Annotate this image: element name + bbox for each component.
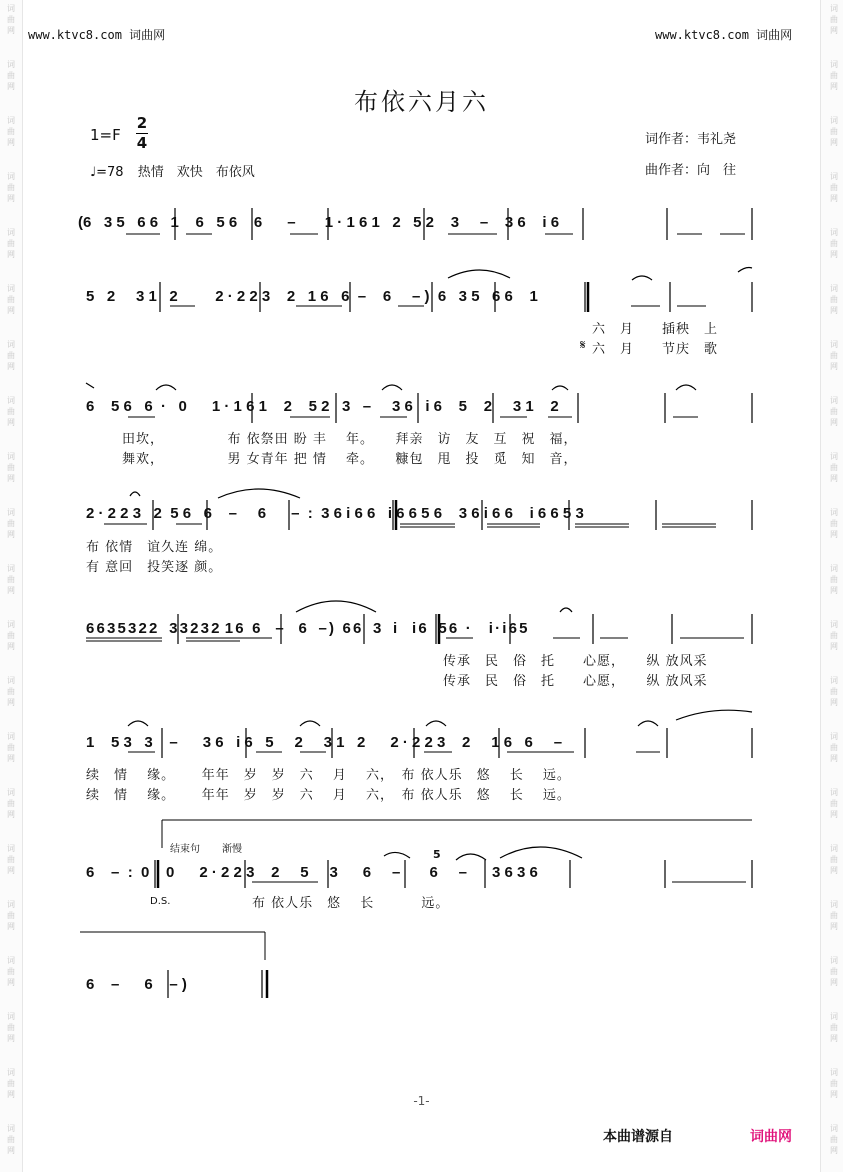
watermark-glyph: 词 [830,732,838,741]
watermark-glyph: 曲 [830,631,838,640]
watermark-glyph: 曲 [7,967,15,976]
lyrics-row2-verse1: 六 月 插秧 上 [592,322,719,337]
watermark-glyph: 曲 [7,743,15,752]
page-number: -1- [413,1094,430,1108]
watermark-glyph: 词 [7,844,15,853]
watermark-glyph: 词 [7,620,15,629]
watermark-glyph: 网 [830,194,838,203]
watermark-glyph: 曲 [7,71,15,80]
watermark-glyph: 网 [7,138,15,147]
watermark-glyph: 网 [830,418,838,427]
header-url-left[interactable]: www.ktvc8.com [28,28,122,42]
watermark-glyph: 词 [7,676,15,685]
score-row-4: 2 · 2 2 3 2 5 6 6 – 6 – : 3 6 i 6 6 i 6 6 5 6 3 6 i 6 6 i 6 6 5 3 [86,505,584,522]
watermark-glyph: 曲 [7,15,15,24]
watermark-glyph: 词 [830,620,838,629]
watermark-glyph: 词 [830,1124,838,1133]
watermark-glyph: 词 [830,396,838,405]
watermark-glyph: 网 [830,1034,838,1043]
watermark-glyph: 网 [7,586,15,595]
watermark-glyph: 网 [830,698,838,707]
grace-note: 5 [433,848,441,861]
watermark-glyph: 网 [7,474,15,483]
score-row-5: 6 6 3 5 3 2 2 3 3 2 3 2 1 6 6 – 6 – ) 6 6 3 i i 6 5 6 · i · i 6 5 [86,620,527,637]
watermark-glyph: 网 [7,306,15,315]
watermark-glyph: 曲 [7,799,15,808]
watermark-glyph: 曲 [830,71,838,80]
lyricist: 词作者：韦礼尧 [645,132,737,147]
watermark-glyph: 词 [7,508,15,517]
lyrics-row5-verse1: 传承 民 俗 托 心愿， 纵 放风采 [443,654,708,669]
watermark-glyph: 曲 [7,295,15,304]
watermark-glyph: 词 [7,340,15,349]
watermark-glyph: 曲 [830,575,838,584]
watermark-glyph: 网 [7,754,15,763]
watermark-glyph: 词 [830,564,838,573]
watermark-glyph: 词 [7,452,15,461]
watermark-glyph: 网 [7,26,15,35]
watermark-glyph: 曲 [7,407,15,416]
watermark-glyph: 词 [7,60,15,69]
watermark-glyph: 词 [830,900,838,909]
watermark-glyph: 曲 [830,687,838,696]
watermark-glyph: 网 [830,922,838,931]
watermark-glyph: 词 [830,508,838,517]
watermark-glyph: 词 [7,1012,15,1021]
watermark-glyph: 曲 [830,519,838,528]
watermark-glyph: 网 [7,978,15,987]
watermark-glyph: 曲 [7,631,15,640]
watermark-glyph: 词 [7,788,15,797]
watermark-glyph: 曲 [830,1135,838,1144]
watermark-glyph: 网 [7,194,15,203]
watermark-glyph: 网 [830,26,838,35]
watermark-glyph: 词 [830,788,838,797]
watermark-glyph: 曲 [830,1079,838,1088]
watermark-glyph: 词 [830,4,838,13]
watermark-glyph: 曲 [7,127,15,136]
watermark-glyph: 网 [7,530,15,539]
watermark-glyph: 词 [7,564,15,573]
score-row-7: 6 – : 0 0 2 · 2 2 3 2 5 3 6 – 6 – 3 6 3 6 [86,864,538,881]
header-site-right: 词曲网 [756,28,793,42]
watermark-glyph: 曲 [7,911,15,920]
tempo-marking: 热情 欢快 布依风 [137,165,255,180]
watermark-glyph: 曲 [830,295,838,304]
watermark-glyph: 曲 [830,351,838,360]
watermark-glyph: 网 [7,810,15,819]
watermark-glyph: 网 [7,362,15,371]
watermark-glyph: 词 [830,284,838,293]
watermark-glyph: 曲 [7,463,15,472]
watermark-glyph: 曲 [7,239,15,248]
watermark-glyph: 词 [7,900,15,909]
watermark-glyph: 网 [830,1146,838,1155]
score-row-8: 6 – 6 – ) [86,976,187,993]
watermark-glyph: 网 [830,250,838,259]
watermark-glyph: 词 [7,284,15,293]
score-row-2: 5 2 3 1 2 2 · 2 2 3 2 1 6 6 – 6 – ) 6 3 5 6 6 1 [86,288,538,305]
watermark-glyph: 曲 [830,239,838,248]
watermark-glyph: 词 [7,732,15,741]
watermark-glyph: 词 [830,1012,838,1021]
watermark-glyph: 网 [830,1090,838,1099]
watermark-glyph: 网 [7,82,15,91]
watermark-glyph: 词 [830,340,838,349]
watermark-glyph: 曲 [830,799,838,808]
watermark-glyph: 词 [830,228,838,237]
watermark-glyph: 曲 [830,127,838,136]
watermark-glyph: 词 [7,956,15,965]
watermark-glyph: 词 [830,172,838,181]
lyrics-row6-verse2: 续 情 缘。 年年 岁 岁 六 月 六， 布 依人乐 悠 长 远。 [86,788,571,803]
footer-source-site[interactable]: 词曲网 [750,1129,792,1145]
lyrics-row2-verse2: 六 月 节庆 歌 [592,342,719,357]
watermark-glyph: 词 [830,956,838,965]
watermark-glyph: 词 [7,172,15,181]
watermark-glyph: 曲 [830,911,838,920]
watermark-glyph: 曲 [830,463,838,472]
note-icon: ♩ [90,165,97,180]
tempo-value: =78 [96,165,124,180]
watermark-glyph: 网 [7,698,15,707]
watermark-glyph: 网 [7,642,15,651]
score-row-6: 1 5 3 3 – 3 6 i 6 5 2 3 1 2 2 · 2 2 3 2 1 6 6 – [86,734,563,751]
song-title: 布依六月六 [354,88,489,116]
watermark-glyph: 词 [7,4,15,13]
watermark-glyph: 网 [830,474,838,483]
watermark-glyph: 网 [7,250,15,259]
watermark-glyph: 曲 [7,855,15,864]
watermark-glyph: 网 [830,586,838,595]
watermark-glyph: 曲 [7,575,15,584]
watermark-glyph: 网 [830,138,838,147]
watermark-glyph: 网 [830,82,838,91]
watermark-glyph: 网 [7,1034,15,1043]
watermark-glyph: 网 [7,1090,15,1099]
ending-label: 结束句 [170,844,200,855]
watermark-glyph: 曲 [830,967,838,976]
lyrics-row4-verse2: 有 意回 投笑逐 颜。 [86,560,223,575]
watermark-glyph: 网 [830,306,838,315]
watermark-glyph: 词 [830,452,838,461]
lyrics-row3-verse2: 舞欢， 男 女青年 把 情 牵。 糠包 甩 投 觅 知 音， [122,452,578,467]
watermark-glyph: 曲 [7,687,15,696]
score-row-3: 6 5 6 6 · 0 1 · 1 6 1 2 5 2 3 – 3 6 i 6 5 2 3 1 2 [86,398,559,415]
watermark-glyph: 词 [7,116,15,125]
lyrics-row7: 布 依人乐 悠 长 远。 [252,896,450,911]
time-numerator: 2 [136,114,148,132]
lyrics-row4-verse1: 布 依情 谊久连 绵。 [86,540,223,555]
watermark-glyph: 曲 [7,1135,15,1144]
watermark-glyph: 网 [830,642,838,651]
watermark-glyph: 曲 [830,743,838,752]
key-signature: 1=F [90,126,121,144]
watermark-glyph: 曲 [7,519,15,528]
watermark-glyph: 词 [830,844,838,853]
slow-label: 渐慢 [222,844,242,855]
watermark-glyph: 曲 [830,183,838,192]
header-url-right[interactable]: www.ktvc8.com [655,28,749,42]
watermark-glyph: 曲 [830,407,838,416]
watermark-glyph: 网 [7,866,15,875]
header-site-left: 词曲网 [129,28,166,42]
watermark-glyph: 网 [7,418,15,427]
watermark-glyph: 词 [830,1068,838,1077]
watermark-glyph: 网 [830,978,838,987]
ds-mark: D.S. [150,896,171,907]
watermark-glyph: 网 [830,754,838,763]
watermark-glyph: 词 [830,60,838,69]
time-denominator: 4 [136,134,148,152]
watermark-glyph: 曲 [7,183,15,192]
lyrics-row6-verse1: 续 情 缘。 年年 岁 岁 六 月 六， 布 依人乐 悠 长 远。 [86,768,571,783]
lyrics-row5-verse2: 传承 民 俗 托 心愿， 纵 放风采 [443,674,708,689]
watermark-glyph: 网 [7,922,15,931]
watermark-glyph: 网 [830,530,838,539]
segno-sign: 𝄋 [580,338,587,353]
watermark-glyph: 曲 [7,1023,15,1032]
watermark-glyph: 词 [7,1068,15,1077]
watermark-glyph: 曲 [7,351,15,360]
lyrics-row3-verse1: 田坎， 布 依祭田 盼 丰 年。 拜亲 访 友 互 祝 福， [122,432,578,447]
watermark-glyph: 网 [830,866,838,875]
watermark-glyph: 词 [7,396,15,405]
watermark-glyph: 网 [830,810,838,819]
watermark-glyph: 网 [830,362,838,371]
watermark-glyph: 词 [830,676,838,685]
composer: 曲作者：向 往 [645,163,737,178]
watermark-glyph: 网 [7,1146,15,1155]
watermark-glyph: 词 [7,228,15,237]
watermark-glyph: 曲 [830,15,838,24]
footer-source-text: 本曲谱源自 [603,1129,673,1145]
watermark-glyph: 曲 [830,855,838,864]
watermark-glyph: 词 [830,116,838,125]
watermark-glyph: 曲 [830,1023,838,1032]
watermark-glyph: 词 [7,1124,15,1133]
watermark-glyph: 曲 [7,1079,15,1088]
